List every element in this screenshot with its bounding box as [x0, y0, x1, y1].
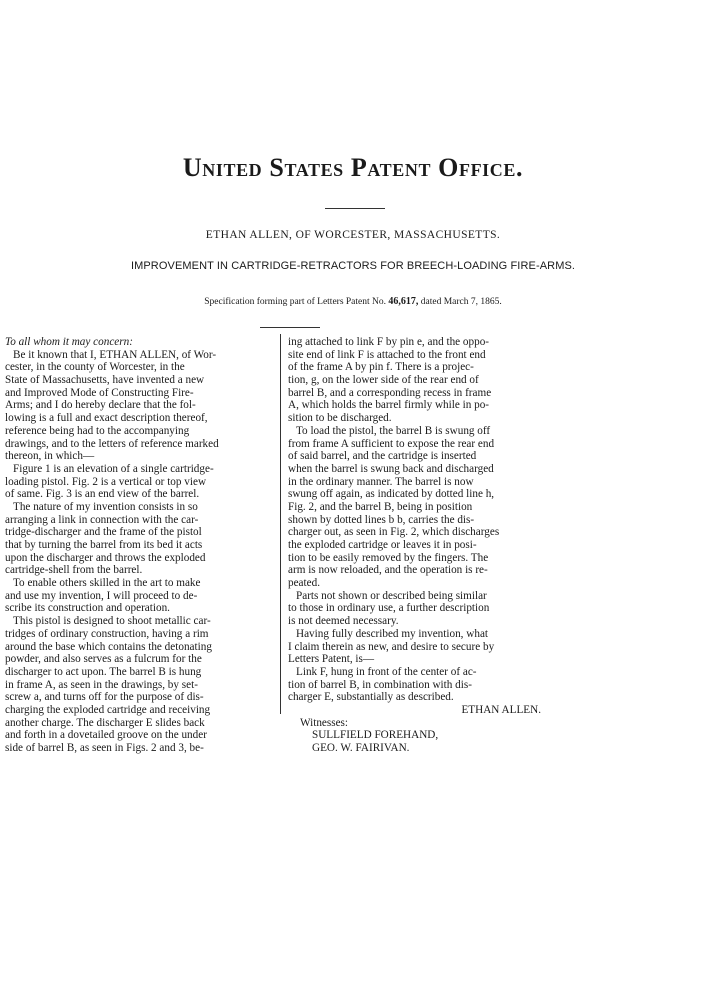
text-line: GEO. W. FAIRIVAN.	[312, 742, 410, 754]
improvement-title: IMPROVEMENT IN CARTRIDGE-RETRACTORS FOR BREECH-LOADING FIRE-ARMS.	[130, 260, 576, 272]
text-line: tion, g, on the lower side of the rear end of	[288, 374, 479, 387]
text-line: Be it known that I, ETHAN ALLEN, of Wor-	[13, 348, 217, 361]
text-line: and forth in a dovetailed groove on the under	[5, 729, 207, 742]
office-title: United States Patent Office.	[182, 153, 524, 182]
text-line: A, which holds the barrel firmly while in po-	[288, 399, 490, 412]
text-line: and use my invention, I will proceed to de-	[5, 589, 198, 602]
text-line: charger out, as seen in Fig. 2, which discharges	[288, 526, 500, 539]
text-line: another charge. The discharger E slides back	[5, 716, 205, 729]
text-line: ing attached to link F by pin e, and the oppo-	[288, 336, 490, 348]
spec-suffix: dated March 7, 1865.	[420, 297, 502, 307]
text-line: Letters Patent, is—	[288, 653, 375, 666]
text-line: To all whom it may concern:	[5, 336, 133, 348]
text-line: that by turning the barrel from its bed it acts	[5, 539, 203, 551]
text-line: State of Massachusetts, have invented a new	[5, 374, 205, 387]
text-line: peated.	[288, 577, 320, 590]
text-line: of said barrel, and the cartridge is inserted	[288, 450, 477, 463]
text-line: ETHAN ALLEN.	[461, 703, 541, 716]
text-line: tion of barrel B, in combination with dis-	[288, 678, 472, 691]
text-line: discharger to act upon. The barrel B is hung	[5, 665, 202, 678]
title-rule	[325, 208, 385, 209]
text-line: shown by dotted lines b b, carries the dis-	[288, 513, 475, 526]
text-line: To enable others skilled in the art to make	[13, 577, 201, 590]
text-line: when the barrel is swung back and discharged	[288, 462, 494, 475]
text-line: Having fully described my invention, what	[296, 627, 489, 640]
text-line: tridges of ordinary construction, having a rim	[5, 627, 209, 640]
text-line: screw a, and turns off for the purpose of dis-	[5, 691, 204, 704]
text-line: thereon, in which—	[5, 450, 95, 463]
text-line: lowing is a full and exact description thereof,	[5, 412, 208, 425]
text-line: site end of link F is attached to the front end	[288, 348, 486, 361]
right-column	[288, 336, 561, 755]
text-line: reference being had to the accompanying	[5, 424, 190, 437]
text-line: around the base which contains the detonating	[5, 640, 212, 653]
text-line: from frame A sufficient to expose the rear end	[288, 437, 495, 450]
text-line: Arms; and I do hereby declare that the fol-	[5, 399, 196, 412]
text-line: arranging a link in connection with the car-	[5, 513, 199, 526]
text-line: Link F, hung in front of the center of ac-	[296, 665, 477, 678]
text-line: loading pistol. Fig. 2 is a vertical or top view	[5, 475, 207, 488]
text-line: scribe its construction and operation.	[5, 602, 170, 615]
text-line: tridge-discharger and the frame of the pistol	[5, 526, 202, 539]
text-line: barrel B, and a corresponding recess in frame	[288, 386, 492, 399]
text-line: I claim therein as new, and desire to secure by	[288, 640, 495, 653]
patent-number: 46,617,	[388, 296, 419, 307]
text-line: side of barrel B, as seen in Figs. 2 and 3, be-	[5, 742, 204, 754]
text-line: the exploded cartridge or leaves it in posi-	[288, 539, 477, 551]
column-divider	[280, 334, 281, 714]
spec-prefix: Specification forming part of Letters Patent No.	[204, 297, 387, 307]
text-line: to those in ordinary use, a further description	[288, 602, 490, 615]
specification-line	[0, 296, 706, 307]
text-line: powder, and also serves as a fulcrum for the	[5, 653, 202, 666]
text-line: in frame A, as seen in the drawings, by set-	[5, 678, 198, 691]
text-line: and Improved Mode of Constructing Fire-	[5, 386, 194, 399]
text-line: charging the exploded cartridge and receiving	[5, 703, 211, 716]
text-line: of the frame A by pin f. There is a projec-	[288, 361, 474, 374]
text-line: tion to be easily removed by the fingers. The	[288, 551, 489, 564]
text-line: swung off again, as indicated by dotted line h,	[288, 488, 495, 501]
text-line: To load the pistol, the barrel B is swung off	[296, 424, 491, 437]
text-line: upon the discharger and throws the exploded	[5, 551, 206, 564]
text-line: Witnesses:	[300, 716, 349, 729]
text-line: Figure 1 is an elevation of a single cartridge-	[13, 462, 214, 475]
text-line: sition to be discharged.	[288, 412, 392, 425]
text-line: The nature of my invention consists in so	[13, 500, 198, 513]
left-column	[5, 336, 278, 755]
text-line: in the ordinary manner. The barrel is now	[288, 475, 474, 488]
text-line: of same. Fig. 3 is an end view of the barrel.	[5, 488, 200, 501]
text-line: This pistol is designed to shoot metallic car-	[13, 615, 211, 628]
inventor-line: ETHAN ALLEN, OF WORCESTER, MASSACHUSETTS.	[205, 229, 501, 241]
text-line: is not deemed necessary.	[288, 615, 399, 628]
spec-rule	[260, 327, 320, 328]
text-line: cartridge-shell from the barrel.	[5, 564, 143, 577]
text-line: Parts not shown or described being similar	[296, 589, 487, 602]
text-line: cester, in the county of Worcester, in the	[5, 361, 185, 374]
text-line: charger E, substantially as described.	[288, 691, 454, 704]
text-line: Fig. 2, and the barrel B, being in position	[288, 500, 473, 513]
text-line: arm is now reloaded, and the operation is re-	[288, 564, 488, 577]
text-line: SULLFIELD FOREHAND,	[312, 729, 439, 742]
text-line: drawings, and to the letters of reference marked	[5, 437, 219, 450]
